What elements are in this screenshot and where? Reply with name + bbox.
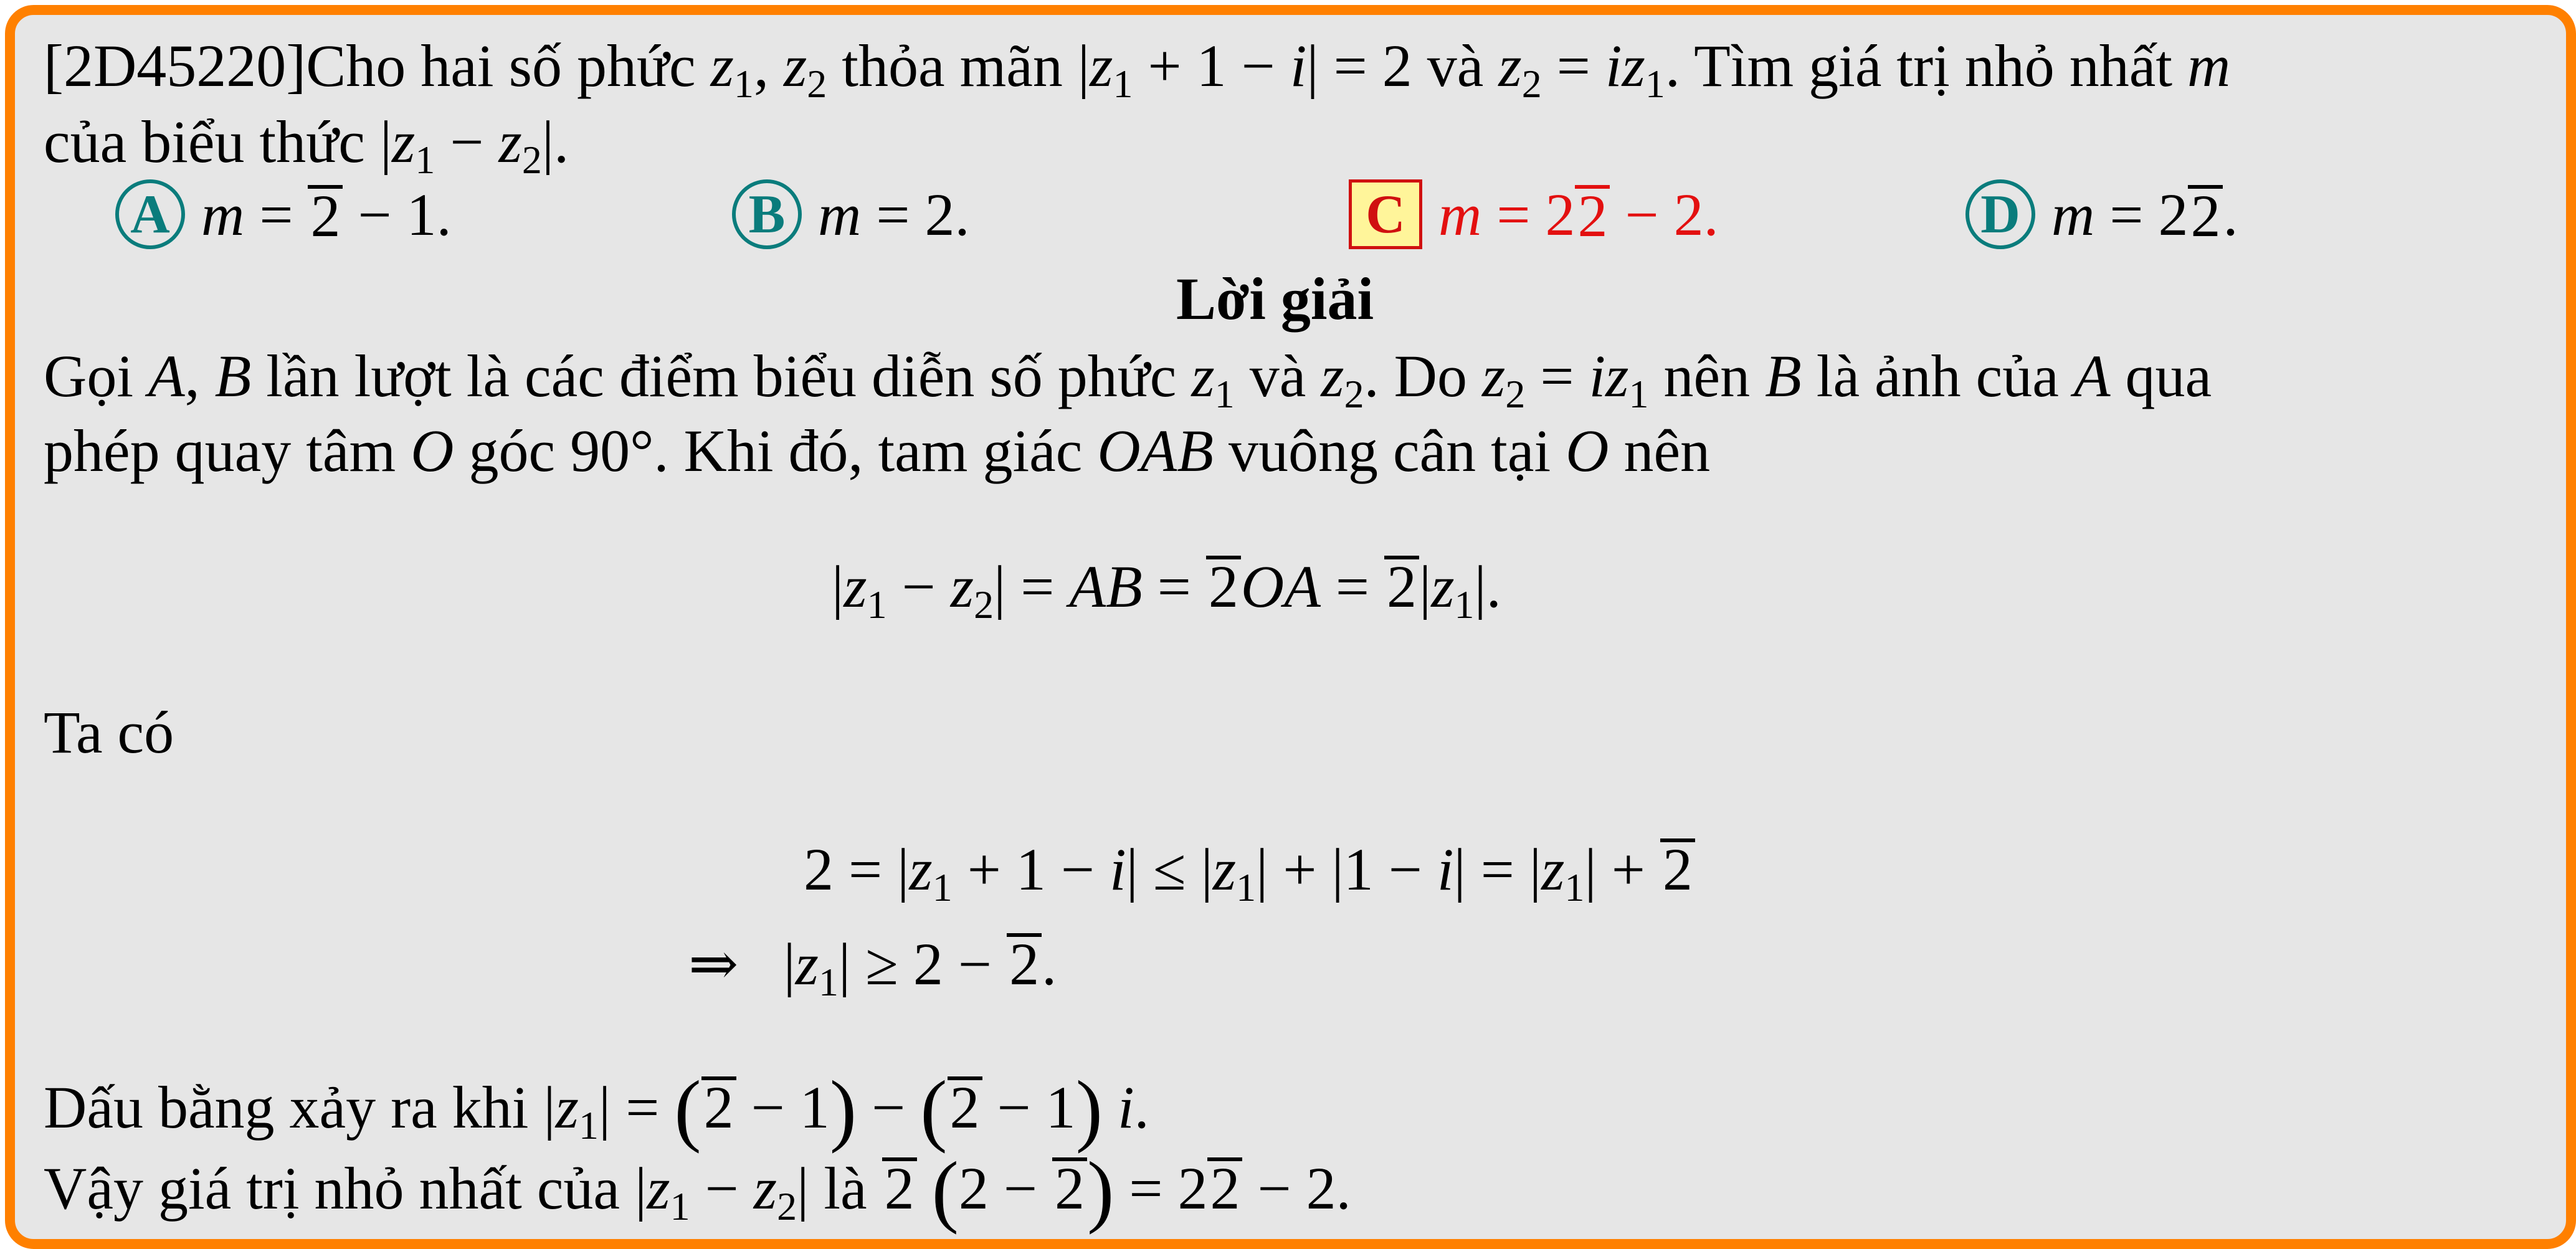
ta-co: Ta có	[44, 699, 174, 766]
question-line-1: [2D45220]Cho hai số phức $z_1$, $z_2$ thỏa mãn $|z_1 + 1 - i| = 2$ và $z_2 = iz_1$. Tìm giá trị nhỏ nhất m	[44, 32, 2231, 106]
solution-line-3: Dấu bằng xảy ra khi $|z_1| = (2 - 1) - (2 - 1)$ i.	[44, 1065, 1149, 1154]
choice-c-correct[interactable]: C m = 2 2 − 2.	[1349, 176, 1719, 253]
choice-b[interactable]: B m = 2.	[732, 176, 969, 253]
equation-ab: $|z_1 - z_2|$ = AB = $2OA = 2|z_1|$.	[832, 553, 1501, 627]
inequality-line-2: ⇒ $|z_1| \ge 2 - 2$.	[688, 931, 1057, 1004]
choice-a-marker: A	[115, 179, 185, 249]
solution-line-4: Vậy giá trị nhỏ nhất của $|z_1 - z_2|$ là 2 (2 − 2) = 22 − 2.	[44, 1146, 1351, 1235]
solution-line-2: phép quay tâm O góc 90°. Khi đó, tam giác OAB vuông cân tại O nên	[44, 417, 1711, 484]
choice-b-marker: B	[732, 179, 802, 249]
choice-d[interactable]: D m = 2 2 .	[1965, 176, 2238, 253]
question-line-2: của biểu thức $|z_1 - z_2|$.	[44, 108, 569, 182]
solution-line-1: Gọi A, B lần lượt là các điểm biểu diễn số phức $z_1$ và $z_2$. Do $z_2 = iz_1$ nên B là ảnh của A qua	[44, 343, 2212, 416]
choice-a[interactable]: A m = 2 − 1.	[115, 176, 452, 253]
question-id: [2D45220]	[44, 32, 307, 99]
inequality-line-1: $2 = |z_1 + 1 - i| \le |z_1| + |1 - i| = |z_1| + 2$	[804, 838, 1695, 908]
choice-d-marker: D	[1965, 179, 2035, 249]
choice-c-marker: C	[1349, 179, 1422, 249]
solution-title: Lời giải	[1176, 265, 1374, 332]
